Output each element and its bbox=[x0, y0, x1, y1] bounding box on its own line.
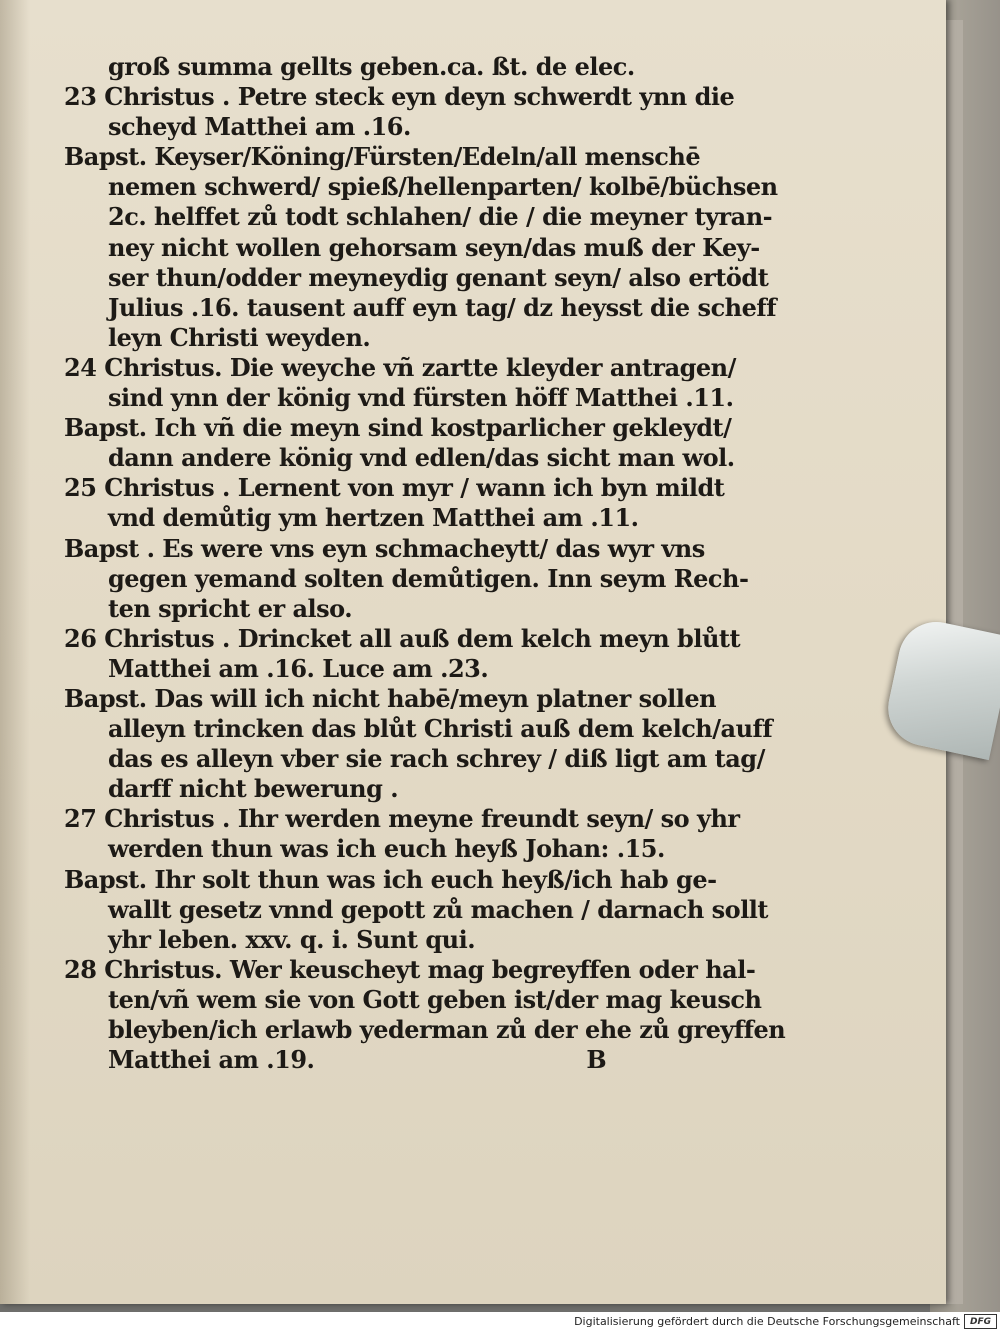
text-line-with-signature bbox=[64, 1045, 744, 1075]
text-line: 24 Christus. Die weyche vñ zartte kleyder antragen/ bbox=[64, 352, 736, 382]
text-line: Bapst. Das will ich nicht habē/meyn platner sollen bbox=[64, 683, 717, 713]
signature-mark: B bbox=[586, 1045, 607, 1075]
text-line: gegen yemand solten demůtigen. Inn seym Rech- bbox=[108, 563, 749, 593]
text-line: alleyn trincken das blůt Christi auß dem kelch/auff bbox=[108, 714, 773, 744]
text-line: dann andere könig vnd edlen/das sicht man wol. bbox=[108, 443, 735, 473]
text-line: groß summa gellts geben.ca. ßt. de elec. bbox=[108, 52, 635, 81]
text-line: Matthei am .19. bbox=[108, 1045, 315, 1075]
text-line: ney nicht wollen gehorsam seyn/das muß der Key- bbox=[108, 232, 760, 262]
text-line: das es alleyn vber sie rach schrey / diß ligt am tag/ bbox=[108, 744, 765, 774]
text-line: vnd demůtig ym hertzen Matthei am .11. bbox=[108, 503, 639, 533]
text-line: 26 Christus . Drincket all auß dem kelch meyn blůtt bbox=[64, 623, 741, 653]
text-line: 28 Christus. Wer keuscheyt mag begreyffen oder hal- bbox=[64, 954, 756, 984]
text-line: ten/vñ wem sie von Gott geben ist/der mag keusch bbox=[108, 984, 762, 1014]
text-line: wallt gesetz vnnd gepott zů machen / darnach sollt bbox=[108, 894, 769, 924]
footer-bar bbox=[0, 1312, 1000, 1332]
text-line: leyn Christi weyden. bbox=[108, 322, 371, 352]
text-line: 23 Christus . Petre steck eyn deyn schwerdt ynn die bbox=[64, 82, 735, 112]
text-line: 2c. helffet zů todt schlahen/ die / die meyner tyran- bbox=[108, 202, 773, 232]
text-line: darff nicht bewerung . bbox=[108, 774, 399, 804]
dfg-logo-icon: DFG bbox=[964, 1314, 997, 1329]
page-text bbox=[64, 52, 786, 1075]
text-line: ser thun/odder meyneydig genant seyn/ also ertödt bbox=[108, 262, 769, 292]
text-line: Matthei am .16. Luce am .23. bbox=[108, 653, 489, 683]
text-line: Bapst. Ihr solt thun was ich euch heyß/ich hab ge- bbox=[64, 864, 717, 894]
page-gutter-shadow bbox=[0, 0, 30, 1304]
text-line: Julius .16. tausent auff eyn tag/ dz heysst die scheff bbox=[108, 292, 777, 322]
text-line: yhr leben. xxv. q. i. Sunt qui. bbox=[108, 924, 476, 954]
text-line: 27 Christus . Ihr werden meyne freundt seyn/ so yhr bbox=[64, 804, 740, 834]
text-line: Bapst. Keyser/Köning/Fürsten/Edeln/all menschē bbox=[64, 142, 701, 172]
text-line: Bapst. Ich vñ die meyn sind kostparlicher gekleydt/ bbox=[64, 413, 732, 443]
text-line: sind ynn der könig vnd fürsten höff Matthei .11. bbox=[108, 383, 734, 413]
text-line: werden thun was ich euch heyß Johan: .15. bbox=[108, 834, 665, 864]
text-line: ten spricht er also. bbox=[108, 593, 353, 623]
text-line: Bapst . Es were vns eyn schmacheytt/ das wyr vns bbox=[64, 533, 705, 563]
text-line: scheyd Matthei am .16. bbox=[108, 112, 411, 142]
text-line: 25 Christus . Lernent von myr / wann ich byn mildt bbox=[64, 473, 725, 503]
text-line: nemen schwerd/ spieß/hellenparten/ kolbē/büchsen bbox=[108, 172, 778, 202]
dfg-credit: Digitalisierung gefördert durch die Deutsche Forschungsgemeinschaft bbox=[574, 1315, 960, 1328]
text-line: bleyben/ich erlawb yederman zů der ehe zů greyffen bbox=[108, 1015, 786, 1044]
